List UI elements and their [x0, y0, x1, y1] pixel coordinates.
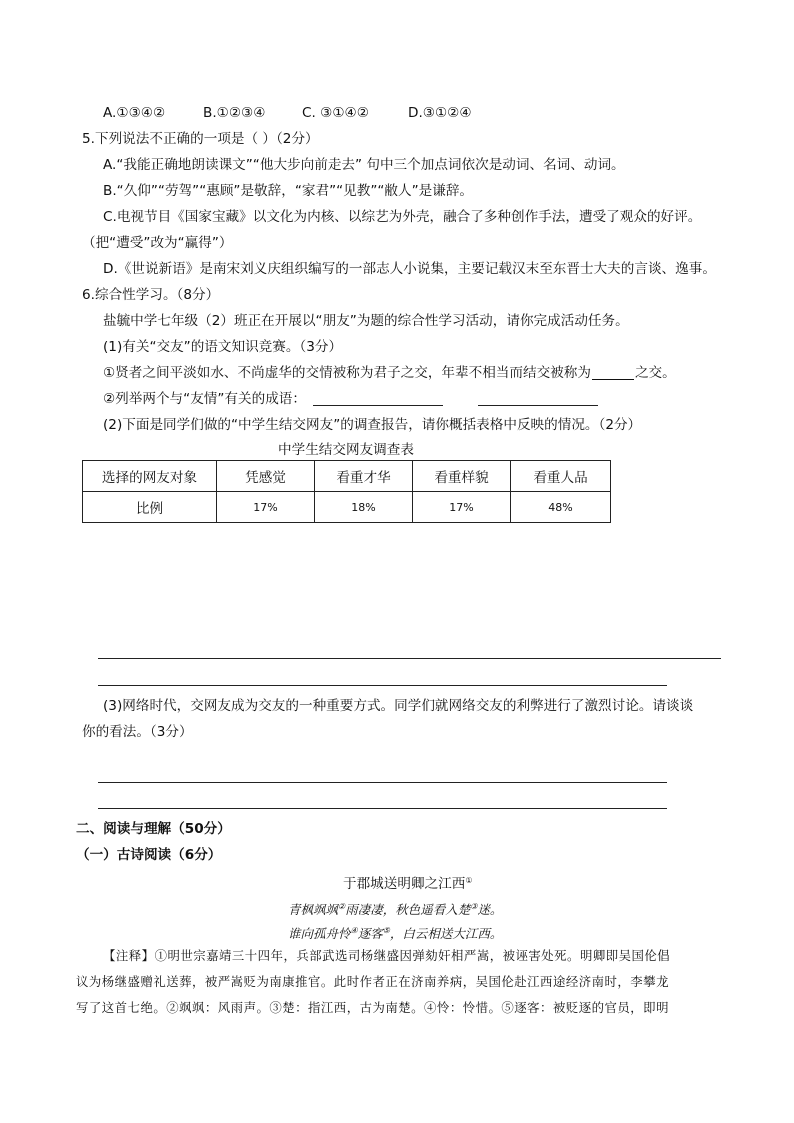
- q4-option-a: A.①③④②: [103, 105, 166, 121]
- answer-line[interactable]: [98, 808, 667, 809]
- survey-table: [82, 460, 611, 523]
- table-header-cell: 看重才华: [315, 461, 413, 492]
- poem-line-2: [288, 922, 502, 943]
- answer-line[interactable]: [98, 782, 667, 783]
- q6-sub3-cont: 你的看法。（3分）: [82, 724, 193, 740]
- table-header-cell: 选择的网友对象: [83, 461, 217, 492]
- q6-sub1: (1)有关“交友”的语文知识竞赛。（3分）: [103, 339, 343, 355]
- table-cell: 17%: [413, 492, 511, 523]
- annotation-head: 【注释】: [103, 948, 155, 963]
- poem-text: 迷。: [477, 902, 503, 917]
- annotation-line-1: [103, 947, 670, 965]
- table-cell: 17%: [217, 492, 315, 523]
- poem-text: ，白云相送大江西。: [389, 926, 503, 941]
- idiom-answer-line-1[interactable]: [313, 405, 443, 406]
- q6-stem: 6.综合性学习。（8分）: [82, 287, 220, 303]
- table-header-row: [83, 461, 611, 492]
- footnote-mark: ①: [465, 876, 473, 885]
- q5-stem: 5.下列说法不正确的一项是（ ）（2分）: [82, 131, 319, 147]
- table-header-cell: 看重人品: [511, 461, 611, 492]
- poem-text: 谁向孤舟怜: [288, 926, 351, 941]
- q5-option-c: C.电视节目《国家宝藏》以文化为内核、以综艺为外壳，融合了多种创作手法，遭受了观众的好评。: [103, 209, 702, 225]
- q5-option-a: A.“我能正确地朗读课文”“他大步向前走去” 句中三个加点词依次是动词、名词、动词。: [103, 157, 625, 173]
- table-header-cell: 看重样貌: [413, 461, 511, 492]
- table-cell: 48%: [511, 492, 611, 523]
- q6-sub1-q2: ②列举两个与“友情”有关的成语：: [103, 391, 306, 407]
- q6-sub1-q1-tail: 之交。: [634, 365, 676, 381]
- q4-option-c: C. ③①④②: [302, 105, 369, 121]
- q6-intro: 盐毓中学七年级（2）班正在开展以“朋友”为题的综合性学习活动，请你完成活动任务。: [103, 313, 629, 329]
- annotation-line-3: 写了这首七绝。②飒飒：风雨声。③楚：指江西，古为南楚。④怜：怜惜。⑤逐客：被贬逐的官员，即明: [76, 1000, 669, 1015]
- q6-sub1-q1-text: ①贤者之间平淡如水、不尚虚华的交情被称为君子之交，年辈不相当而结交被称为: [103, 365, 591, 381]
- table-cell: 18%: [315, 492, 413, 523]
- answer-blank[interactable]: [592, 365, 634, 380]
- answer-line[interactable]: [98, 685, 667, 686]
- idiom-answer-line-2[interactable]: [478, 405, 598, 406]
- section-title: 二、阅读与理解（50分）: [76, 821, 231, 837]
- footnote-mark: ④: [350, 926, 358, 935]
- poem-text: 逐客: [357, 926, 383, 941]
- answer-line[interactable]: [98, 658, 721, 659]
- footnote-mark: ⑤: [382, 926, 390, 935]
- annotation-line-2: 议为杨继盛赠礼送葬，被严嵩贬为南康推官。此时作者正在济南养病，吴国伦赴江西途经济南时，李攀龙: [76, 974, 669, 989]
- q6-sub3: (3)网络时代，交网友成为交友的一种重要方式。同学们就网络交友的利弊进行了激烈讨论。请谈谈: [103, 698, 694, 714]
- poem-line-1: [288, 898, 502, 919]
- footnote-mark: ②: [338, 902, 346, 911]
- q6-sub1-q1: [103, 364, 676, 382]
- table-row: [83, 492, 611, 523]
- part-title: （一）古诗阅读（6分）: [76, 847, 222, 863]
- poem-title-text: 于郡城送明卿之江西: [343, 876, 466, 892]
- q4-option-d: D.③①②④: [408, 105, 472, 121]
- poem-text: 青枫飒飒: [288, 902, 339, 917]
- q6-sub2: (2)下面是同学们做的“中学生结交网友”的调查报告，请你概括表格中反映的情况。（2分）: [103, 417, 642, 433]
- q5-option-d: D.《世说新语》是南宋刘义庆组织编写的一部志人小说集，主要记载汉末至东晋士大夫的言谈、逸事。: [103, 261, 716, 277]
- q5-option-b: B.“久仰”“劳驾”“惠顾”是敬辞，“家君”“见教”“敝人”是谦辞。: [103, 183, 474, 199]
- q5-option-c-cont: （把“遭受”改为“赢得”）: [82, 235, 233, 251]
- table-header-cell: 凭感觉: [217, 461, 315, 492]
- poem-text: 雨凄凄，秋色遥看入楚: [345, 902, 471, 917]
- q4-option-b: B.①②③④: [203, 105, 266, 121]
- table-row-label: 比例: [83, 492, 217, 523]
- annotation-text: ①明世宗嘉靖三十四年，兵部武选司杨继盛因弹劾奸相严嵩，被诬害处死。明卿即吴国伦倡: [154, 948, 671, 963]
- poem-title: [343, 872, 473, 893]
- footnote-mark: ③: [470, 902, 478, 911]
- table-title: 中学生结交网友调查表: [278, 442, 414, 458]
